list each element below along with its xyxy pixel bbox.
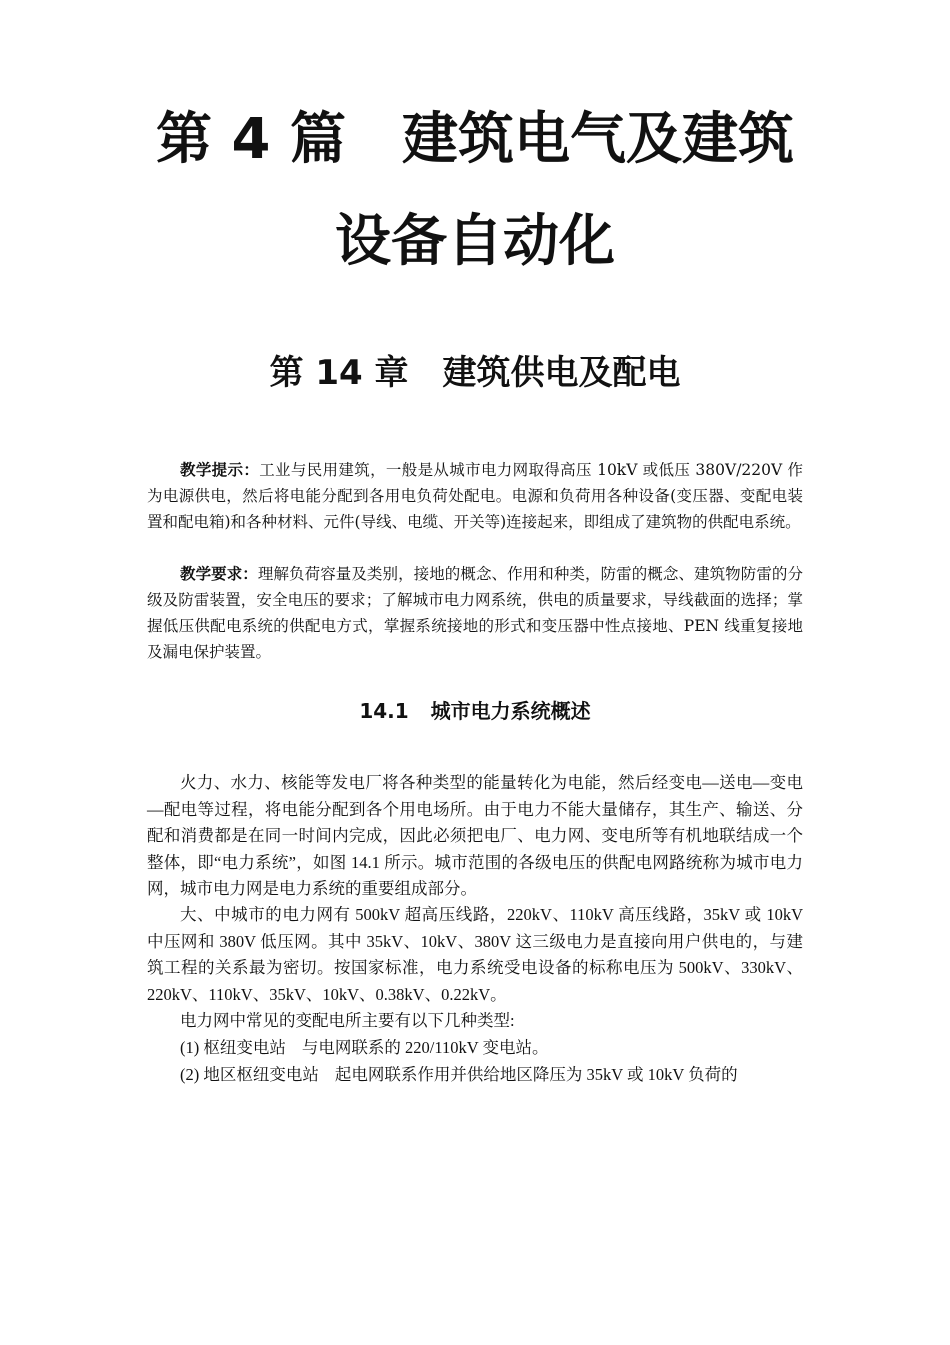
chapter-title: 建筑供电及配电 xyxy=(442,353,681,393)
chapter-heading xyxy=(0,353,950,393)
teaching-tip-text: 工业与民用建筑，一般是从城市电力网取得高压 10kV 或低压 380V/220V 作为电源供电，然后将电能分配到各用电负荷处配电。电源和负荷用各种设备(变压器、变配电装置和配电箱)和各种材料、元件(导线、电缆、开关等)连接起来，即组成了建筑物的供配电系统。 xyxy=(147,461,803,531)
part-number: 第 4 篇 xyxy=(156,107,346,172)
list-item-2 xyxy=(147,1062,803,1089)
part-title-text: 建筑电气及建筑 xyxy=(401,107,794,172)
list-item-2-text: 起电网联系作用并供给地区降压为 35kV 或 10kV 负荷的 xyxy=(334,1065,738,1084)
part-title-line2: 设备自动化 xyxy=(335,209,615,274)
teaching-requirements xyxy=(147,561,803,665)
teaching-requirements-text: 理解负荷容量及类别，接地的概念、作用和种类，防雷的概念、建筑物防雷的分级及防雷装置，安全电压的要求；了解城市电力网系统，供电的质量要求，导线截面的选择；掌握低压供配电系统的供配电方式，掌握系统接地的形式和变压器中性点接地、PEN 线重复接地及漏电保护装置。 xyxy=(147,565,803,661)
part-title-line1 xyxy=(0,107,950,172)
section-heading xyxy=(0,701,950,721)
teaching-tip xyxy=(147,457,803,535)
body-paragraph-2: 大、中城市的电力网有 500kV 超高压线路，220kV、110kV 高压线路，35kV 或 10kV 中压网和 380V 低压网。其中 35kV、10kV、380V 这三级电力是直接向用户供电的，与建筑工程的关系最为密切。按国家标准，电力系统受电设备的标称电压为 500kV、330kV、220kV、110kV、35kV、10kV、0.38kV、0.22kV。 xyxy=(147,905,803,1004)
list-item-1-text: 与电网联系的 220/110kV 变电站。 xyxy=(301,1038,549,1057)
teaching-requirements-label: 教学要求： xyxy=(180,565,258,583)
section-title: 城市电力系统概述 xyxy=(430,699,591,723)
body-paragraph-1: 火力、水力、核能等发电厂将各种类型的能量转化为电能，然后经变电—送电—变电—配电等过程，将电能分配到各个用电场所。由于电力不能大量储存，其生产、输送、分配和消费都是在同一时间内完成，因此必须把电厂、电力网、变电所等有机地联结成一个整体，即“电力系统”，如图 14.1 所示。城市范围的各级电压的供配电网路统称为城市电力网，城市电力网是电力系统的重要组成部分。 xyxy=(147,773,803,898)
section-number: 14.1 xyxy=(359,699,409,723)
teaching-tip-label: 教学提示： xyxy=(180,461,260,479)
list-item-2-label: (2) 地区枢纽变电站 xyxy=(180,1065,319,1084)
list-item-1-label: (1) 枢纽变电站 xyxy=(180,1038,286,1057)
body-paragraph-3: 电力网中常见的变配电所主要有以下几种类型: xyxy=(180,1011,515,1030)
chapter-number: 第 14 章 xyxy=(269,353,409,393)
list-item-1 xyxy=(147,1035,803,1062)
